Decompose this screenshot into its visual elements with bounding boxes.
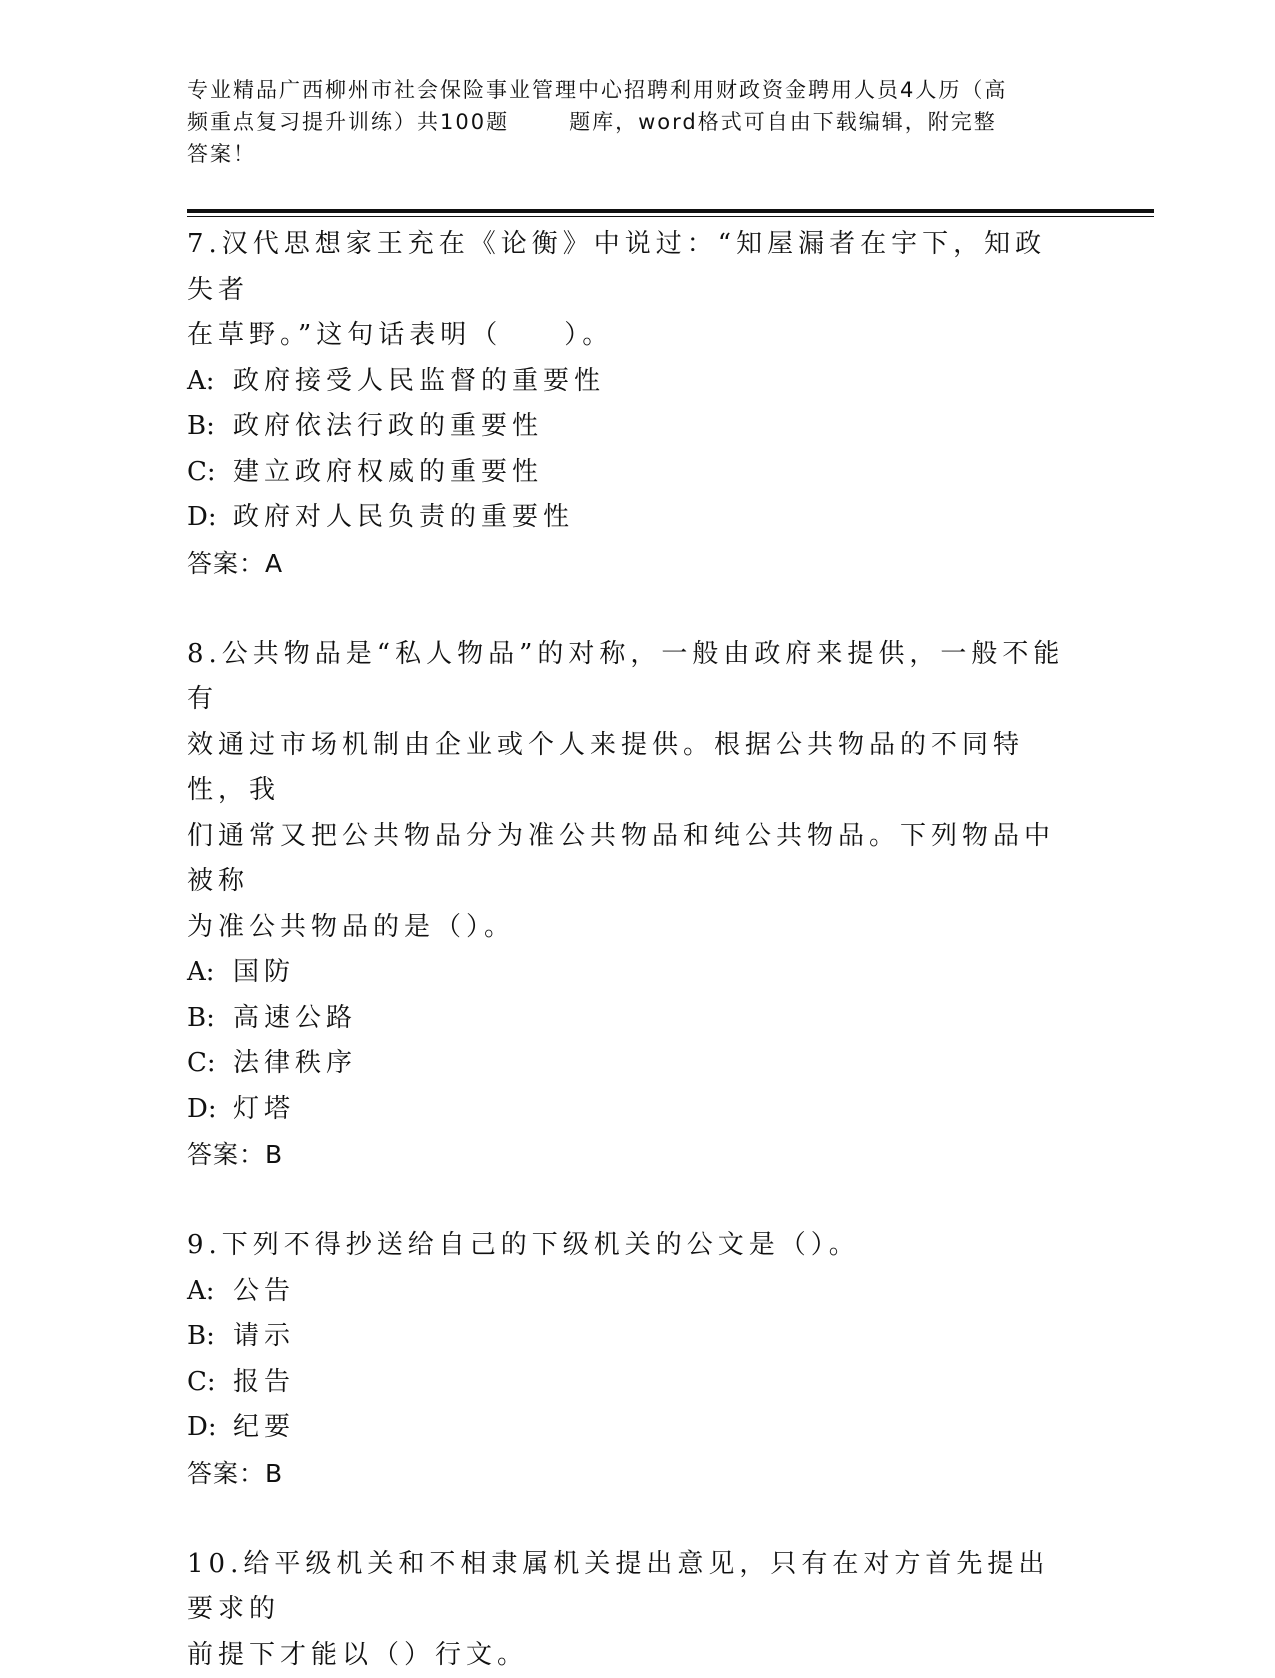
option-a [187, 950, 1067, 996]
answer-line: 答案：B [187, 1451, 1067, 1497]
option-letter: D: [187, 495, 233, 541]
option-letter: B: [187, 996, 233, 1042]
option-text: 法律秩序 [233, 1041, 357, 1087]
option-letter: D: [187, 1405, 233, 1451]
option-letter: A: [187, 950, 233, 996]
question-text-line: 9.下列不得抄送给自己的下级机关的公文是（）。 [187, 1223, 1067, 1269]
option-b [187, 404, 1067, 450]
option-letter: C: [187, 450, 233, 496]
question-text-line: 效通过市场机制由企业或个人来提供。根据公共物品的不同特性，我 [187, 723, 1067, 814]
option-text: 灯塔 [233, 1087, 295, 1133]
option-letter: A: [187, 1269, 233, 1315]
option-text: 政府对人民负责的重要性 [233, 495, 574, 541]
option-c [187, 1360, 1067, 1406]
question-8 [187, 632, 1067, 1178]
option-b [187, 1314, 1067, 1360]
question-text-line: 为准公共物品的是（）。 [187, 905, 1067, 951]
question-text-line: 前提下才能以（）行文。 [187, 1633, 1067, 1678]
header-line-3: 答案！ [187, 138, 1087, 170]
question-10 [187, 1542, 1067, 1678]
question-text-line: 们通常又把公共物品分为准公共物品和纯公共物品。下列物品中被称 [187, 814, 1067, 905]
document-header [187, 74, 1087, 170]
option-letter: C: [187, 1360, 233, 1406]
answer-line: 答案：B [187, 1132, 1067, 1178]
option-letter: B: [187, 1314, 233, 1360]
question-7 [187, 222, 1067, 586]
option-text: 请示 [233, 1314, 295, 1360]
option-d [187, 1405, 1067, 1451]
option-letter: D: [187, 1087, 233, 1133]
question-text-line: 7.汉代思想家王充在《论衡》中说过：“知屋漏者在宇下，知政失者 [187, 222, 1067, 313]
option-d [187, 495, 1067, 541]
header-line-2 [187, 106, 1087, 138]
question-9 [187, 1223, 1067, 1496]
option-letter: A: [187, 359, 233, 405]
option-letter: B: [187, 404, 233, 450]
option-text: 公告 [233, 1269, 295, 1315]
answer-line: 答案：A [187, 541, 1067, 587]
option-text: 国防 [233, 950, 295, 996]
option-a [187, 359, 1067, 405]
question-text-line: 8.公共物品是“私人物品”的对称，一般由政府来提供，一般不能有 [187, 632, 1067, 723]
option-b [187, 996, 1067, 1042]
option-text: 纪要 [233, 1405, 295, 1451]
header-divider-thick [187, 209, 1154, 213]
header-divider-thin [187, 216, 1154, 217]
header-line-1: 专业精品广西柳州市社会保险事业管理中心招聘利用财政资金聘用人员4人历（高 [187, 74, 1087, 106]
option-text: 政府接受人民监督的重要性 [233, 359, 605, 405]
option-text: 政府依法行政的重要性 [233, 404, 543, 450]
option-text: 高速公路 [233, 996, 357, 1042]
option-a [187, 1269, 1067, 1315]
option-c [187, 450, 1067, 496]
option-letter: C: [187, 1041, 233, 1087]
question-text-line: 10.给平级机关和不相隶属机关提出意见，只有在对方首先提出要求的 [187, 1542, 1067, 1633]
option-text: 建立政府权威的重要性 [233, 450, 543, 496]
option-c [187, 1041, 1067, 1087]
option-text: 报告 [233, 1360, 295, 1406]
header-line-2-part-a: 频重点复习提升训练）共100题 [187, 110, 509, 134]
question-text-line: 在草野。”这句话表明（ ）。 [187, 313, 1067, 359]
header-line-2-part-b: 题库，word格式可自由下载编辑，附完整 [569, 110, 997, 134]
question-list [187, 222, 1067, 1678]
option-d [187, 1087, 1067, 1133]
